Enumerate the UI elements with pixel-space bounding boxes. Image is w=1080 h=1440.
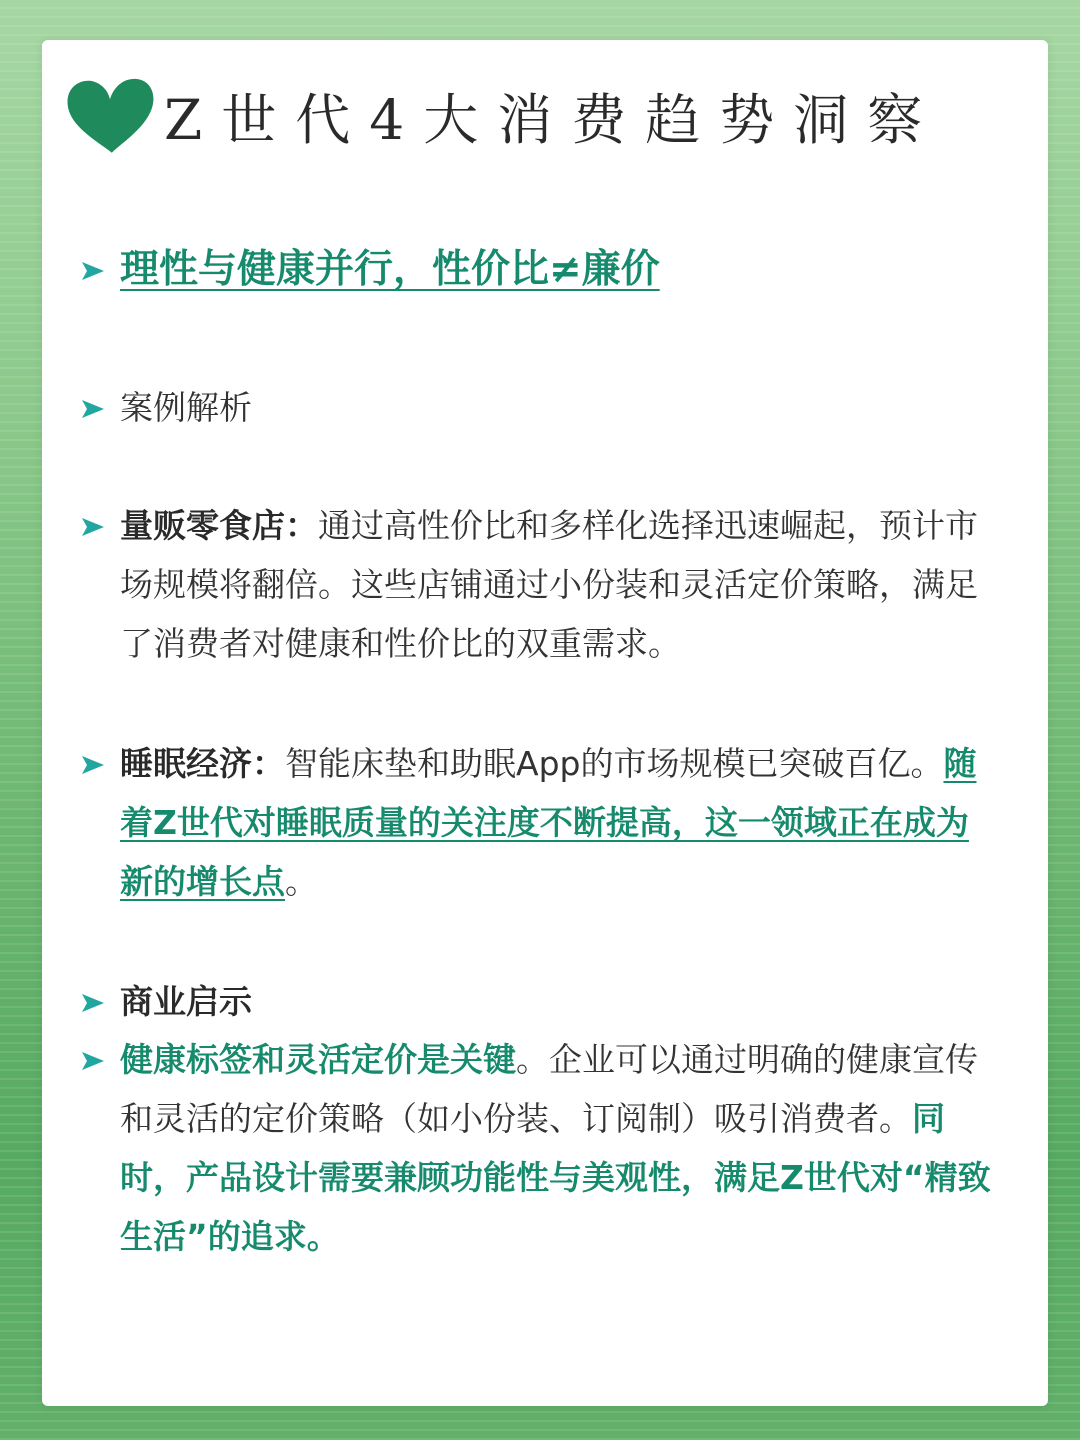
- section-business-insight: [80, 972, 1000, 1032]
- case-snack-store: [80, 496, 1000, 673]
- case-sleep-economy-lead: 睡眠经济：: [120, 744, 285, 783]
- insight-highlight-key: 健康标签和灵活定价是关键: [120, 1040, 516, 1079]
- arrow-right-icon: [80, 260, 108, 282]
- heart-icon: [64, 72, 156, 158]
- case-snack-store-text: [120, 496, 1000, 673]
- case-sleep-economy: [80, 734, 1000, 911]
- insight-text: [120, 1030, 1000, 1266]
- case-sleep-economy-body: 智能床垫和助眠App的市场规模已突破百亿。: [285, 744, 944, 783]
- case-snack-store-lead: 量贩零食店：: [120, 506, 318, 545]
- arrow-right-icon: [80, 992, 108, 1014]
- trend-heading: 理性与健康并行，性价比≠廉价: [120, 247, 660, 292]
- content-card: [42, 40, 1048, 1406]
- insight-highlight-design: 同时，产品设计需要兼顾功能性与美观性，满足Z世代对“精致生活”的追求。: [120, 1099, 991, 1256]
- page-header: [64, 70, 941, 160]
- insight-body: 。企业可以通过明确的健康宣传和灵活的定价策略（如小份装、订阅制）吸引消费者。: [120, 1040, 978, 1138]
- arrow-right-icon: [80, 754, 108, 776]
- case-sleep-economy-text: [120, 734, 1000, 911]
- page-title: Z世代4大消费趋势洞察: [164, 87, 942, 152]
- arrow-right-icon: [80, 1050, 108, 1072]
- case-sleep-economy-highlight: 随着Z世代对睡眠质量的关注度不断提高，这一领域正在成为新的增长点: [120, 744, 977, 901]
- arrow-right-icon: [80, 516, 108, 538]
- section-trend-heading: [80, 240, 1000, 300]
- case-sleep-economy-end: 。: [285, 862, 318, 901]
- business-insight-label: 商业启示: [120, 982, 252, 1021]
- case-snack-store-body: 通过高性价比和多样化选择迅速崛起，预计市场规模将翻倍。这些店铺通过小份装和灵活定价策略，满足了消费者对健康和性价比的双重需求。: [120, 506, 978, 663]
- case-analysis-label: 案例解析: [120, 388, 252, 427]
- insight-paragraph: [80, 1030, 1000, 1266]
- section-case-analysis: [80, 378, 1000, 438]
- arrow-right-icon: [80, 398, 108, 420]
